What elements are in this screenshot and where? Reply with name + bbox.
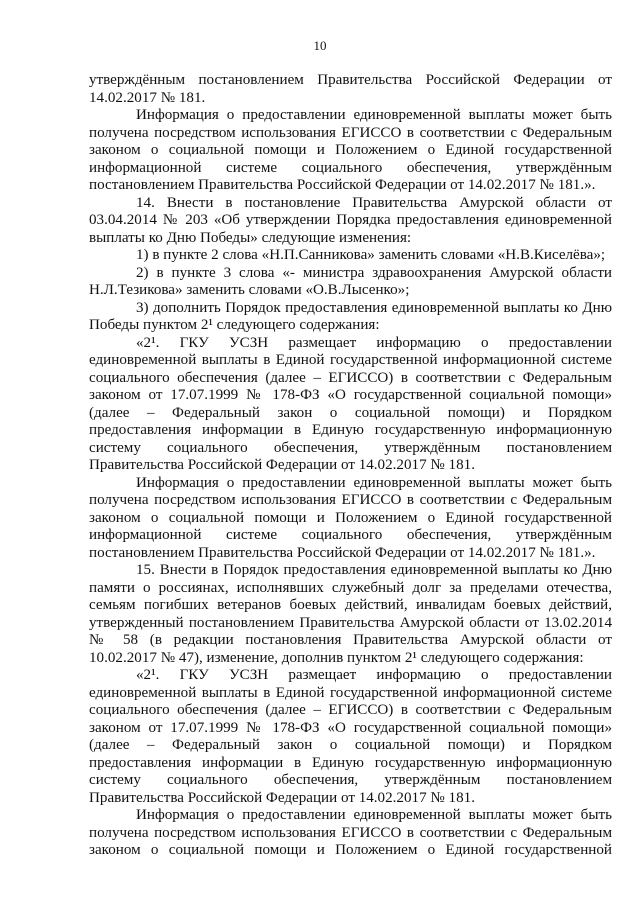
text-line: (далее – Федеральный закон о социальной помощи) и Порядком — [89, 404, 612, 421]
text-line: 15. Внести в Порядок предоставления единовременной выплаты ко Дню — [136, 562, 612, 578]
paragraph — [89, 300, 612, 335]
text-line: выплаты ко Дню Победы» следующие изменения: — [89, 229, 412, 246]
text-line: социального обеспечения (далее – ЕГИССО) в соответствии с Федеральным — [89, 702, 612, 718]
text-line: информационной системе социального обеспечения, утверждённым — [89, 527, 612, 543]
text-line: законом от 17.07.1999 № 178-ФЗ «О государственной социальной помощи» — [89, 719, 612, 736]
text-line: (далее – Федеральный закон о социальной помощи) и Порядком — [89, 737, 612, 753]
text-line: Победы пунктом 2¹ следующего содержания: — [89, 317, 380, 333]
paragraph — [89, 807, 612, 860]
paragraph — [89, 667, 612, 807]
document-body — [89, 72, 612, 860]
text-line: постановлением Правительства Российской Федерации от 14.02.2017 № 181.». — [89, 544, 596, 561]
text-line: памяти о россиянах, исполнявших служебный долг за пределами отечества, — [89, 579, 612, 596]
text-line: Н.Л.Тезикова» заменить словами «О.В.Лысенко»; — [89, 282, 410, 298]
text-line: получена посредством использования ЕГИССО в соответствии с Федеральным — [89, 124, 612, 141]
paragraph — [89, 562, 612, 667]
text-line: Информация о предоставлении единовременной выплаты может быть — [136, 807, 612, 823]
text-line: 14. Внести в постановление Правительства Амурской области от — [136, 194, 612, 211]
text-line: Информация о предоставлении единовременной выплаты может быть — [136, 474, 612, 491]
text-line: систему социального обеспечения, утверждённым постановлением — [89, 772, 612, 788]
text-line: 2) в пункте 3 слова «- министра здравоохранения Амурской области — [136, 264, 612, 281]
text-line: единовременной выплаты в Единой государственной информационной системе — [89, 684, 612, 701]
text-line: предоставления информации в Единую государственную информационную — [89, 754, 612, 771]
paragraph — [89, 107, 612, 195]
text-line: семьям погибших ветеранов боевых действий, инвалидам боевых действий, — [89, 597, 612, 613]
text-line: законом о социальной помощи и Положением о Единой государственной — [89, 842, 612, 858]
text-line: законом о социальной помощи и Положением о Единой государственной — [89, 509, 612, 526]
text-line: Правительства Российской Федерации от 14.02.2017 № 181. — [89, 457, 475, 473]
paragraph — [89, 195, 612, 248]
text-line: систему социального обеспечения, утверждённым постановлением — [89, 439, 612, 456]
text-line: «2¹. ГКУ УСЗН размещает информацию о предоставлении — [136, 334, 612, 351]
text-line: Информация о предоставлении единовременной выплаты может быть — [136, 107, 612, 123]
paragraph — [89, 335, 612, 475]
text-line: утвержденный постановлением Правительства Амурской области от 13.02.2014 — [89, 614, 612, 631]
text-line: единовременной выплаты в Единой государственной информационной системе — [89, 352, 612, 368]
text-line: 1) в пункте 2 слова «Н.П.Санникова» заменить словами «Н.В.Киселёва»; — [136, 247, 606, 263]
text-line: постановлением Правительства Российской Федерации от 14.02.2017 № 181.». — [89, 177, 596, 193]
text-line: социального обеспечения (далее – ЕГИССО) в соответствии с Федеральным — [89, 369, 612, 386]
text-line: предоставления информации в Единую государственную информационную — [89, 422, 612, 438]
text-line: 3) дополнить Порядок предоставления единовременной выплаты ко Дню — [136, 299, 612, 316]
text-line: получена посредством использования ЕГИССО в соответствии с Федеральным — [89, 492, 612, 508]
text-line: законом от 17.07.1999 № 178-ФЗ «О государственной социальной помощи» — [89, 387, 612, 403]
text-line: 14.02.2017 № 181. — [89, 89, 206, 106]
text-line: законом о социальной помощи и Положением о Единой государственной — [89, 142, 612, 158]
text-line: № 58 (в редакции постановления Правительства Амурской области от — [89, 632, 612, 648]
paragraph — [89, 265, 612, 300]
paragraph — [89, 247, 612, 265]
text-line: информационной системе социального обеспечения, утверждённым — [89, 159, 612, 176]
page-number: 10 — [313, 38, 327, 53]
text-line: «2¹. ГКУ УСЗН размещает информацию о предоставлении — [136, 667, 612, 683]
text-line: 03.04.2014 № 203 «Об утверждении Порядка предоставления единовременной — [89, 212, 612, 228]
text-line: утверждённым постановлением Правительства Российской Федерации от — [89, 72, 612, 88]
paragraph — [89, 475, 612, 563]
paragraph — [89, 72, 612, 107]
text-line: 10.02.2017 № 47), изменение, дополнив пунктом 2¹ следующего содержания: — [89, 649, 584, 666]
text-line: получена посредством использования ЕГИССО в соответствии с Федеральным — [89, 824, 612, 841]
text-line: Правительства Российской Федерации от 14.02.2017 № 181. — [89, 789, 475, 806]
